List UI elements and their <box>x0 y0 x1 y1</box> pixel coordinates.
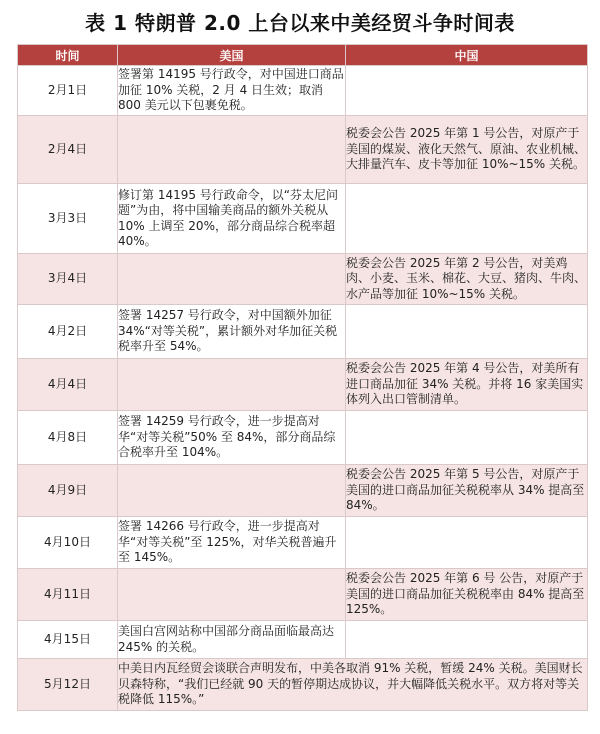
row-date: 4月8日 <box>18 411 118 465</box>
row-us-action <box>118 359 346 411</box>
table-row <box>18 116 588 184</box>
table-row <box>18 254 588 305</box>
table-row <box>18 517 588 569</box>
table-row <box>18 184 588 254</box>
row-china-action <box>346 517 588 569</box>
row-joint-statement: 中美日内瓦经贸会谈联合声明发布，中美各取消 91% 关税，暂缓 24% 关税。美国财长贝森特称，“我们已经就 90 天的暂停期达成协议，并大幅降低关税水平。双方将对等关税降低 115%。” <box>118 659 588 711</box>
row-date: 4月4日 <box>18 359 118 411</box>
row-date: 3月4日 <box>18 254 118 305</box>
row-china-action: 税委会公告 2025 年第 1 号公告，对原产于美国的煤炭、液化天然气、原油、农业机械、大排量汽车、皮卡等加征 10%~15% 关税。 <box>346 116 588 184</box>
table-title: 表 1 特朗普 2.0 上台以来中美经贸斗争时间表 <box>85 11 515 35</box>
row-date: 4月9日 <box>18 465 118 517</box>
table-row <box>18 359 588 411</box>
table-row <box>18 465 588 517</box>
table-row <box>18 569 588 621</box>
row-us-action <box>118 254 346 305</box>
row-us-action <box>118 569 346 621</box>
row-china-action <box>346 621 588 659</box>
row-china-action <box>346 184 588 254</box>
table-row <box>18 659 588 711</box>
row-date: 2月1日 <box>18 66 118 116</box>
row-us-action: 签署 14259 号行政令，进一步提高对华“对等关税”50% 至 84%，部分商品综合税率升至 104%。 <box>118 411 346 465</box>
table-row <box>18 621 588 659</box>
row-date: 2月4日 <box>18 116 118 184</box>
row-china-action <box>346 411 588 465</box>
table-row <box>18 411 588 465</box>
row-china-action: 税委会公告 2025 年第 2 号公告，对美鸡肉、小麦、玉米、棉花、大豆、猪肉、牛肉、水产品等加征 10%~15% 关税。 <box>346 254 588 305</box>
timeline-table <box>17 44 588 711</box>
row-china-action: 税委会公告 2025 年第 6 号 公告，对原产于美国的进口商品加征关税税率由 84% 提高至 125%。 <box>346 569 588 621</box>
row-date: 4月15日 <box>18 621 118 659</box>
header-row <box>18 45 588 66</box>
table-row <box>18 305 588 359</box>
row-us-action <box>118 116 346 184</box>
row-us-action: 签署 14257 号行政令，对中国额外加征 34%“对等关税”，累计额外对华加征关税税率升至 54%。 <box>118 305 346 359</box>
row-us-action: 签署 14266 号行政令，进一步提高对华“对等关税”至 125%，对华关税普遍升至 145%。 <box>118 517 346 569</box>
row-us-action: 签署第 14195 号行政令，对中国进口商品加征 10% 关税，2 月 4 日生效；取消 800 美元以下包裹免税。 <box>118 66 346 116</box>
header-time: 时间 <box>18 45 118 66</box>
header-china: 中国 <box>346 45 588 66</box>
row-china-action: 税委会公告 2025 年第 5 号公告，对原产于美国的进口商品加征关税税率从 34% 提高至 84%。 <box>346 465 588 517</box>
row-date: 5月12日 <box>18 659 118 711</box>
row-date: 4月2日 <box>18 305 118 359</box>
row-date: 3月3日 <box>18 184 118 254</box>
header-us: 美国 <box>118 45 346 66</box>
row-china-action: 税委会公告 2025 年第 4 号公告，对美所有进口商品加征 34% 关税。并将 16 家美国实体列入出口管制清单。 <box>346 359 588 411</box>
row-china-action <box>346 305 588 359</box>
row-date: 4月11日 <box>18 569 118 621</box>
row-china-action <box>346 66 588 116</box>
row-date: 4月10日 <box>18 517 118 569</box>
row-us-action <box>118 465 346 517</box>
row-us-action: 美国白宫网站称中国部分商品面临最高达 245% 的关税。 <box>118 621 346 659</box>
row-us-action: 修订第 14195 号行政命令，以“芬太尼问题”为由，将中国输美商品的额外关税从 10% 上调至 20%，部分商品综合税率超 40%。 <box>118 184 346 254</box>
table-row <box>18 66 588 116</box>
